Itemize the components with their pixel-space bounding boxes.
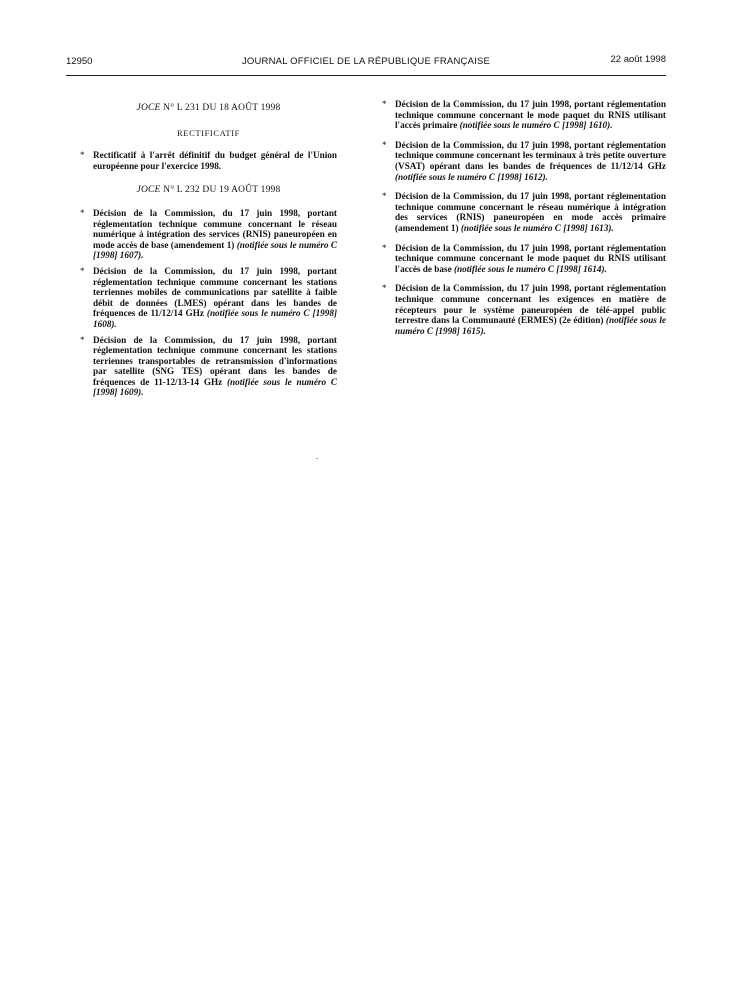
- entry-note: (notifiée sous le numéro C [1998] 1607).: [93, 239, 337, 261]
- issue-number: N° L 231 DU 18 AOÛT 1998: [160, 103, 281, 113]
- issue-heading: [80, 103, 337, 114]
- left-column: [80, 103, 337, 403]
- entry-note: (notifiée sous le numéro C [1998] 1609).: [93, 376, 337, 398]
- entry-note: (notifiée sous le numéro C [1998] 1613).: [460, 222, 614, 233]
- issue-heading: [80, 185, 337, 196]
- bullet-asterisk: *: [80, 334, 85, 345]
- list-item: [80, 150, 337, 171]
- entry-text: Décision de la Commission, du 17 juin 1998, portant réglementation technique commune concernant le mode paquet du RNIS utilisant l'accès primaire: [395, 99, 666, 131]
- list-item: [80, 335, 337, 399]
- header-rule: [66, 75, 666, 76]
- publication-date: 22 août 1998: [610, 54, 666, 65]
- list-item: [382, 243, 666, 275]
- page-header: [66, 54, 666, 72]
- entry-text: Rectificatif à l'arrêt définitif du budget général de l'Union européenne pour l'exercice 1998.: [93, 150, 337, 171]
- journal-title: JOURNAL OFFICIEL DE LA RÉPUBLIQUE FRANÇAISE: [241, 56, 491, 67]
- bullet-asterisk: *: [382, 242, 387, 253]
- entry-text: Décision de la Commission, du 17 juin 1998, portant réglementation technique commune concernant le mode paquet du RNIS utilisant l'accès de base: [395, 242, 666, 274]
- entry-note: (notifiée sous le numéro C [1998] 1614).: [453, 263, 607, 274]
- entry-text: Décision de la Commission, du 17 juin 1998, portant réglementation technique commune concernant les exigences en matière de récepteurs pour le système paneuropéen de télé-appel public terrestre dans la Communauté (ERMES) (2e édition): [395, 283, 666, 326]
- entry-text: Décision de la Commission, du 17 juin 1998, portant réglementation technique commune concernant les stations terriennes mobiles de communications par satellite à faible débit de données (LMES) opérant dans les bandes de fréquences de 11/12/14 GHz: [93, 265, 337, 319]
- entry-note: (notifiée sous le numéro C [1998] 1608).: [93, 308, 338, 329]
- bullet-asterisk: *: [382, 99, 387, 109]
- entry-text: Décision de la Commission, du 17 juin 1998, portant réglementation technique commune concernant les stations terriennes transportables de retransmission d'informations par satellite (SNG TES) opérant dans les bandes de fréquences de 11-12/13-14 GHz: [93, 334, 337, 387]
- list-item: [80, 208, 337, 261]
- entry-note: (notifiée sous le numéro C [1998] 1612).: [395, 171, 548, 182]
- entry-text: Décision de la Commission, du 17 juin 1998, portant réglementation technique commune concernant le réseau numérique à intégration des services (RNIS) paneuropéen en mode accès primaire (amendement 1): [395, 191, 666, 233]
- bullet-asterisk: *: [382, 191, 387, 202]
- entry-note: (notifiée sous le numéro C [1998] 1615).: [395, 315, 666, 336]
- right-column: [382, 99, 666, 345]
- list-item: [382, 191, 666, 233]
- issue-prefix: JOCE: [136, 103, 161, 113]
- section-label: RECTIFICATIF: [177, 127, 240, 138]
- issue-number: N° L 232 DU 19 AOÛT 1998: [160, 185, 281, 196]
- page-speck: [316, 458, 318, 459]
- bullet-asterisk: *: [382, 139, 387, 150]
- entry-note: (notifiée sous le numéro C [1998] 1610).: [459, 120, 613, 131]
- page-number: 12950: [66, 56, 93, 67]
- bullet-asterisk: *: [382, 283, 387, 294]
- list-item: [382, 140, 666, 182]
- bullet-asterisk: *: [80, 265, 85, 276]
- bullet-asterisk: *: [80, 150, 85, 161]
- entry-text: Décision de la Commission, du 17 juin 1998, portant réglementation technique commune concernant les terminaux à très petite ouverture (VSAT) opérant dans les bandes de fréquences de 11/12/14 GHz: [395, 139, 666, 171]
- entry-text: Décision de la Commission, du 17 juin 1998, portant réglementation technique commune concernant le réseau numérique à intégration des services (RNIS) paneuropéen en mode accès de base (amendement 1): [93, 207, 337, 250]
- list-item: [382, 99, 666, 131]
- issue-prefix: JOCE: [136, 185, 161, 196]
- bullet-asterisk: *: [80, 207, 85, 218]
- list-item: [382, 283, 666, 336]
- list-item: [80, 266, 337, 330]
